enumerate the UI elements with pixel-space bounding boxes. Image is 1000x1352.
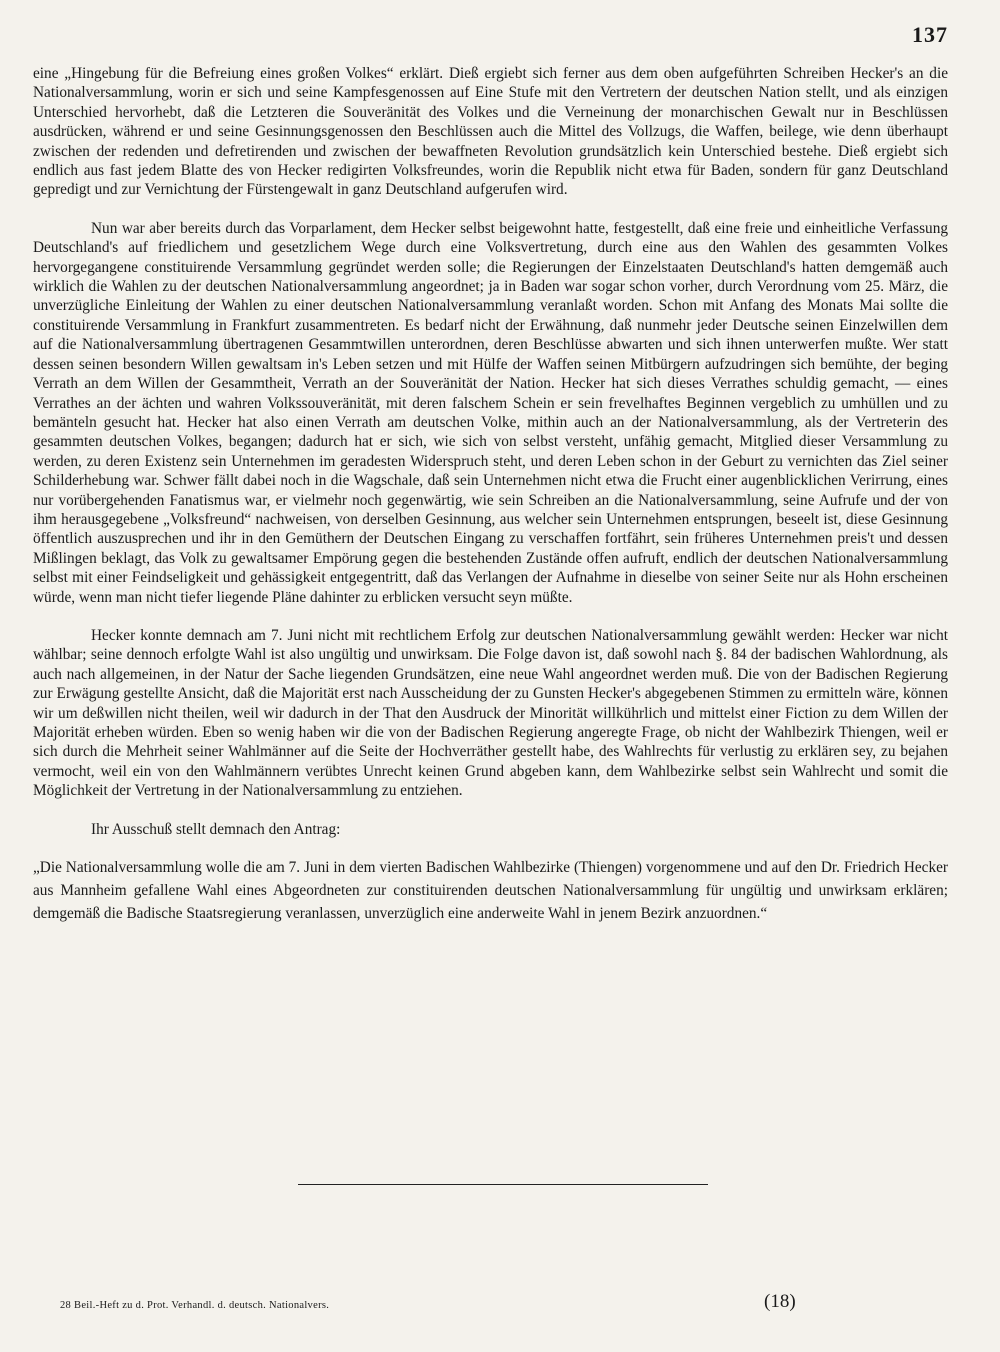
signature-mark: (18) (764, 1291, 796, 1312)
separator-rule (298, 1184, 708, 1185)
motion-quote: „Die Nationalversammlung wolle die am 7. Juni in dem vierten Badischen Wahlbezirke (Thiengen) vorgenommene und auf den Dr. Friedrich Hecker aus Mannheim gefallene Wahl eines Abgeordneten zur constituirenden deutschen Nationalversammlung für ungültig und unwirksam erklären; demgemäß die Badische Staatsregierung veranlassen, unverzüglich eine anderweite Wahl in jenem Bezirk anzuordnen.“ (33, 859, 948, 923)
paragraph-4: Ihr Ausschuß stellt demnach den Antrag: (91, 820, 341, 838)
body-text (33, 64, 948, 925)
paragraph-3: Hecker konnte demnach am 7. Juni nicht mit rechtlichem Erfolg zur deutschen Nationalversammlung gewählt werden: Hecker war nicht wählbar; seine dennoch erfolgte Wahl ist also ungültig und unwirksam. Die Folge davon ist, daß sowohl nach §. 84 der badischen Wahlordnung, als auch nach allgemeinen, in der Natur der Sache liegenden Grundsätzen, eine neue Wahl angeordnet werden muß. Die von der Badischen Regierung zur Erwägung gestellte Ansicht, daß die Majorität erst nach Ausscheidung der zu Gunsten Hecker's abgegebenen Stimmen zu ermitteln wäre, können wir um deßwillen nicht theilen, weil wir dadurch in der That den Ausdruck der Minorität willkührlich und mittelst einer Fiction zu dem Willen der Majorität erheben würden. Eben so wenig haben wir die von der Badischen Regierung angeregte Frage, ob nicht der Wahlbezirk Thiengen, weil er sich durch die Mehrheit seiner Wahlmänner auf die Seite der Hochverräther gestellt habe, des Wahlrechts für verlustig zu erklären sey, zu bejahen vermocht, weil ein von den Wahlmännern verübtes Unrecht keinen Grund abgeben kann, dem Wahlbezirke selbst sein Wahlrecht und somit die Möglichkeit der Vertretung in der Nationalversammlung zu entziehen. (33, 626, 948, 800)
paragraph-2: Nun war aber bereits durch das Vorparlament, dem Hecker selbst beigewohnt hatte, festgestellt, daß eine freie und einheitliche Verfassung Deutschland's auf friedlichem und gesetzlichem Wege durch eine Volksvertretung, durch eine aus den Wahlen des gesammten Volkes hervorgegangene constituirende Versammlung gegründet werden solle; die Regierungen der Einzelstaaten Deutschland's hatten demgemäß auch wirklich die Wahlen zu der deutschen Nationalversammlung angeordnet; ja in Baden war sogar schon vorher, durch Verordnung vom 25. März, die unverzügliche Einleitung der Wahlen zu einer deutschen Nationalversammlung veranlaßt worden. Schon mit Anfang des Monats Mai sollte die constituirende Versammlung in Frankfurt zusammentreten. Es bedarf nicht der Erwähnung, daß nunmehr jeder Deutsche seinen Einzelwillen dem auf die Nationalversammlung übertragenen Gesammtwillen unterordnen, deren Beschlüsse abwarten und sich ihnen unterwerfen mußte. Wer statt dessen seinen besondern Willen gewaltsam in's Leben setzen und mit Hülfe der Waffen seinen Mitbürgern aufzudringen sich bemühte, der beging Verrath an dem Willen der Gesammtheit, Verrath an der Souveränität der Nation. Hecker hat sich dieses Verrathes schuldig gemacht, — eines Verrathes an der ächten und wahren Volkssouveränität, mit deren falschem Schein er sein frevelhaftes Beginnen vergeblich zu umhüllen und zu bemänteln gesucht hat. Hecker hat also einen Verrath am deutschen Volke, mithin auch an der Nationalversammlung, als der Vertreterin des gesammten deutschen Volkes, begangen; dadurch hat er sich, wie sich von selbst versteht, unfähig gemacht, Mitglied dieser Versammlung zu werden, zu deren Existenz sein Unternehmen im geradesten Widerspruch steht, und deren Leben schon in der Geburt zu vernichten das Ziel seiner Schilderhebung war. Schwer fällt dabei noch in die Wagschale, daß sein Unternehmen nicht etwa die Frucht einer augenblicklichen Verirrung, eines nur vorübergehenden Fanatismus war, er vielmehr noch gegenwärtig, wie sein Schreiben an die Nationalversammlung, seine Aufrufe und der von ihm herausgegebene „Volksfreund“ nachweisen, von derselben Gesinnung, aus welcher sein Unternehmen entsprungen, beseelt ist, diese Gesinnung öffentlich auszusprechen und ihr in den Gemüthern der Deutschen Eingang zu verschaffen fortfährt, sein früheres Unternehmen preis't und dessen Mißlingen beklagt, das Volk zu gewaltsamer Empörung gegen die bestehenden Zustände offen aufruft, endlich der deutschen Nationalversammlung selbst mit einer Feindseligkeit und gehässigkeit entgegentritt, daß das Verlangen der Aufnahme in dieselbe von seiner Seite nur als Hohn erscheinen würde, wenn man nicht tiefer liegende Pläne dahinter zu erblicken versucht seyn müßte. (33, 219, 948, 606)
page-number: 137 (912, 22, 948, 47)
paragraph-1: eine „Hingebung für die Befreiung eines großen Volkes“ erklärt. Dieß ergiebt sich ferner aus dem oben aufgeführten Schreiben Hecker's an die Nationalversammlung, worin er sich und seine Kampfesgenossen auf Eine Stufe mit den Vertretern der deutschen Nation stellt, und als einzigen Unterschied hervorhebt, daß die Letzteren die Souveränität des Volkes und die Verneinung der monarchischen Gewalt nur in Beschlüssen ausdrücken, während er und seine Gesinnungsgenossen den Beschlüssen auch die Mittel des Vollzugs, die Waffen, beilege, wie denn überhaupt zwischen der redenden und defretirenden und zwischen der bewaffneten Revolution grundsätzlich kein Unterschied bestehe. Dieß ergiebt sich endlich aus fast jedem Blatte des von Hecker redigirten Volksfreundes, worin die Republik nicht etwa für Baden, sondern für ganz Deutschland gepredigt und zur Vernichtung der Fürstengewalt in ganz Deutschland aufgerufen wird. (33, 65, 948, 199)
footer-note: 28 Beil.-Heft zu d. Prot. Verhandl. d. deutsch. Nationalvers. (60, 1300, 330, 1311)
